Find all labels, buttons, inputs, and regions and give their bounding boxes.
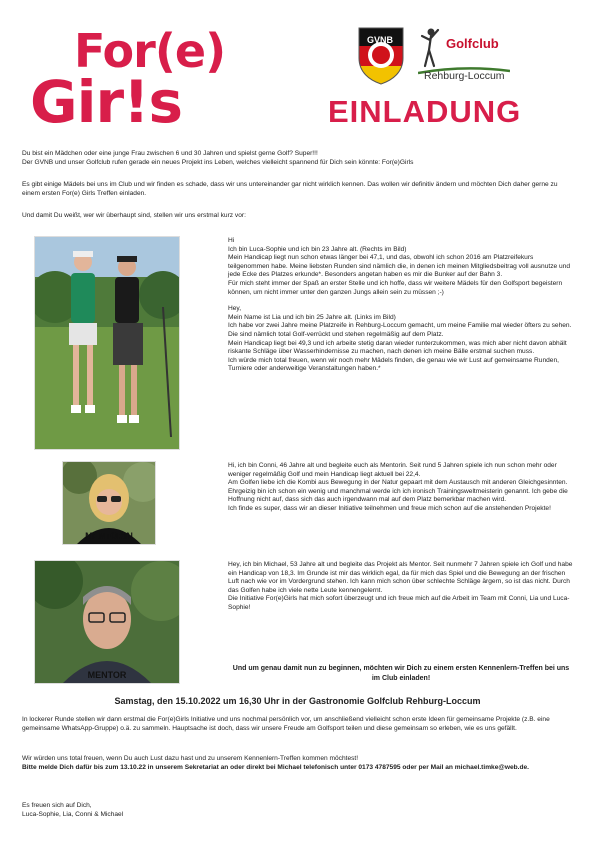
bio-conni [228,462,574,514]
bio-line: Ich bin Luca-Sophie und ich bin 23 Jahre alt. (Rechts im Bild) [228,245,407,253]
intro-line-1: Du bist ein Mädchen oder eine junge Frau zwischen 6 und 30 Jahren und spielst gerne Golf? Super!!! [22,150,318,157]
page-heading: EINLADUNG [328,94,522,129]
outro-paragraph: In lockerer Runde stellen wir dann erstmal die For(e)Girls Initiative und uns nochmal persönlich vor, um anschließend vielleicht schon erste Ideen für gemeinsame Projekte (z.B. eine gemeinsame WhatsApp-Gruppe) o.ä. zu sammeln. Hauptsache ist doch, dass wir unsere Freude am Golfsport teilen und diese gemeinsam so erleben, wie es uns gefällt. [22,716,550,732]
photo-caption-mentor: MENTOR [87,670,127,680]
closing-line-1: Es freuen sich auf Dich, [22,802,92,809]
bio-line: Ich habe vor zwei Jahre meine Platzreife in Rehburg-Loccum gemacht, um meine Familie mal wieder öfters zu sehen. Die sind nämlich total Golf-verrückt und stehen regelmäßig auf dem Platz. [228,322,572,338]
bio-line: Mein Name ist Lia und ich bin 25 Jahre alt. (Links im Bild) [228,313,396,321]
bio-line: Die Initiative For(e)Girls hat mich sofort überzeugt und ich freue mich auf die Arbeit im Team mit Conni, Lia und Luca-Sophie! [228,595,570,611]
logo-line-2: Gir!s [30,68,183,136]
bio-line: Hey, ich bin Michael, 53 Jahre alt und begleite das Projekt als Mentor. Seit nunmehr 7 Jahren spiele ich Golf und habe ein Handicap von 18,3. Im Grunde ist mir das wirklich egal, da für mich das Spiel und die Bewegung an der frischen Luft nach wie vor im Vordergrund stehen. Ich kann mich schon über schlechte Schläge ärgern, so ist das nicht. Durch das Golfen habe ich viele nette Leute kennengelernt. [228,561,573,594]
bio-line: Für mich steht immer der Spaß an erster Stelle und ich hoffe, dass wir weitere Mädels für den Golfsport begeistern können, um nicht immer unter den ganzen Jungs allein sein zu müssen ;-) [228,279,563,296]
photo-caption-mentorin: MENTORIN [85,531,133,541]
bio-line: Hi [228,237,235,244]
closing-signature: Luca-Sophie, Lia, Conni & Michael [22,811,124,818]
bio-line: Ich finde es super, dass wir an dieser Initiative teilnehmen und freue mich schon auf die anstehenden Projekte! [228,504,551,512]
gvnb-label: GVNB [367,35,394,45]
event-line: Samstag, den 15.10.2022 um 16,30 Uhr in der Gastronomie Golfclub Rehburg-Loccum [114,696,481,706]
bio-line: Am Golfen liebe ich die Kombi aus Bewegung in der Natur gepaart mit dem Austausch mit anderen Gleichgesinnten. Ehrgeizig bin ich schon ein wenig und manchmal werde ich ich ironisch Trainingsweltmeisterin genannt. Ich gebe die Hoffnung nicht auf, dass sich das auch irgendwann mal auf dem Platz bemerkbar machen wird. [228,479,568,504]
bio-line: Mein Handicap liegt bei 49,3 und ich arbeite stetig daran wieder runterzukommen, was mich aber nicht davon abhält riskante Schläge über Wasserhindernisse zu machen, nach denen ich meine Bälle erstmal suchen muss. [228,339,567,356]
club-name: Golfclub [446,36,499,51]
intro-line-2: Der GVNB und unser Golfclub rufen gerade ein neues Projekt ins Leben, welches vielleicht spannend für Dich sein könnte: For(e)Girls [22,159,414,166]
photo-michael [34,560,180,684]
outro-line: Wir würden uns total freuen, wenn Du auch Lust dazu hast und zu unserem Kennenlern-Treffen kommen möchtest! [22,755,359,762]
bio-line: Hi, ich bin Conni, 46 Jahre alt und begleite euch als Mentorin. Seit rund 5 Jahren spiele ich nun schon mehr oder weniger regelmäßig Golf und mein Handicap liegt aktuell bei 22,4. [228,462,557,478]
intro-lead: Und damit Du weißt, wer wir überhaupt sind, stellen wir uns erstmal kurz vor: [22,212,246,219]
bio-michael [228,561,574,613]
intro-paragraph: Es gibt einige Mädels bei uns im Club und wir finden es schade, dass wir uns untereinander gar nicht wirklich kennen. Das wollen wir definitiv ändern und möchten Dich daher gerne zu einem ersten For(e) Girls Treffen einladen. [22,181,558,197]
club-swoosh [418,62,510,70]
logo-line-1: For(e) [74,24,226,78]
gvnb-shield-logo [355,24,407,86]
bio-line: Hey, [228,305,242,313]
club-place: Rehburg-Loccum [424,70,505,82]
photo-conni [62,461,156,545]
bio-line: Mein Handicap liegt nun schon etwas länger bei 47,1, und das, obwohl ich schon 2016 am Platzreifekurs teilgenommen habe. Meine liebsten Runden sind nämlich die, in denen ich meinen Mitgliedsbeitrag voll ausnutze und jede Ecke des Platzes erkunde*. Besonders angetan haben es mir die Bunker auf der Bahn 3. [228,254,570,279]
rsvp-note: Bitte melde Dich dafür bis zum 13.10.22 in unserem Sekretariat an oder direkt bei Michael telefonisch unter 0173 4787595 oder per Mail an michael.timke@web.de. [22,764,530,771]
invite-text: Und um genau damit nun zu beginnen, möchten wir Dich zu einem ersten Kennenlern-Treffen bei uns im Club einladen! [232,665,570,682]
bio-line: Ich würde mich total freuen, wenn wir noch mehr Mädels finden, die genau wie wir Lust auf gemeinsame Runden, Turniere oder anderweitige Veranstaltungen haben.* [228,356,559,373]
photo-luca-lia [34,236,180,450]
bio-luca-lia [228,237,574,374]
bio-spacer [228,297,574,305]
